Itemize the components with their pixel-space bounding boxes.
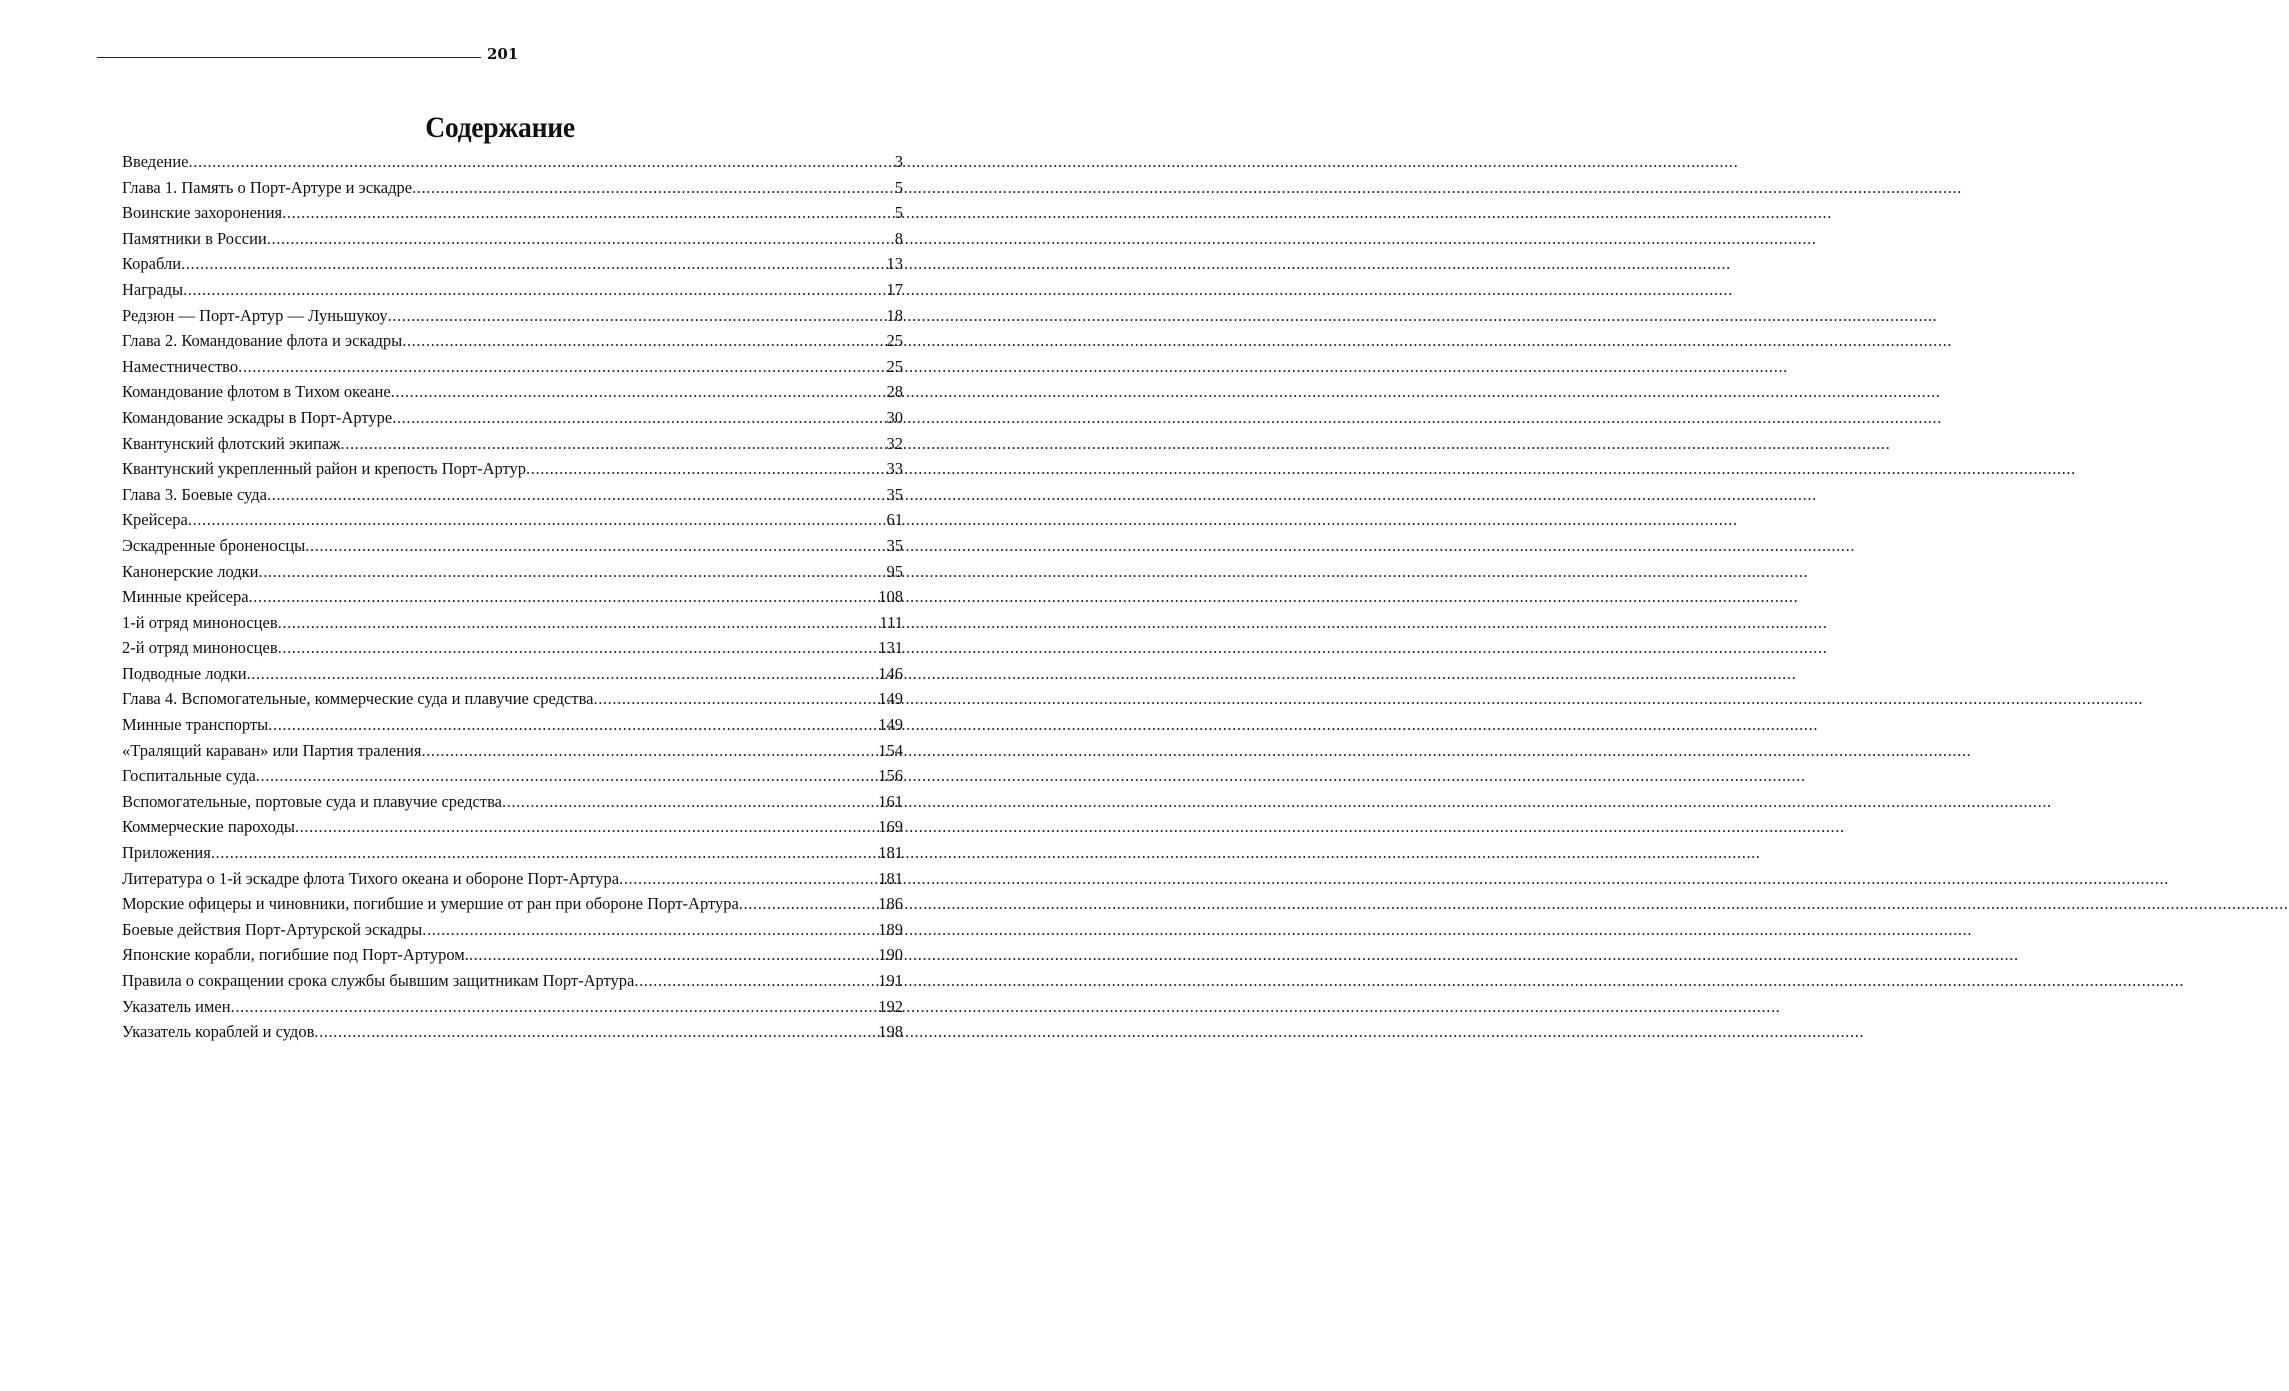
toc-entry-page: 169 bbox=[878, 817, 903, 837]
toc-entry-page: 156 bbox=[878, 766, 903, 786]
dot-leader bbox=[211, 840, 878, 866]
toc-entry-title: 2-й отряд миноносцев bbox=[122, 638, 278, 658]
toc-entry-page: 35 bbox=[886, 535, 903, 555]
toc-entry-page: 181 bbox=[878, 868, 903, 888]
toc-entry-page: 192 bbox=[878, 996, 903, 1016]
toc-entry-page: 95 bbox=[886, 561, 903, 581]
toc-entry bbox=[122, 303, 903, 329]
toc-entry bbox=[122, 840, 903, 866]
toc-entry bbox=[122, 866, 903, 892]
toc-entry-title: Квантунский укрепленный район и крепость Порт-Артур bbox=[122, 459, 527, 479]
toc-entry-title: Воинские захоронения bbox=[122, 203, 283, 223]
dot-leader bbox=[402, 328, 886, 354]
toc-entry bbox=[122, 533, 903, 559]
toc-entry-title: Канонерские лодки bbox=[122, 561, 259, 581]
dot-leader bbox=[267, 226, 895, 252]
toc-entry-page: 146 bbox=[878, 663, 903, 683]
dot-leader bbox=[526, 456, 886, 482]
toc-entry-title: 1-й отряд миноносцев bbox=[122, 612, 278, 632]
toc-entry-title: Редзюн — Порт-Артур — Луньшукоу bbox=[122, 305, 388, 325]
toc-entry bbox=[122, 226, 903, 252]
dot-leader bbox=[421, 738, 878, 764]
toc-entry-title: Памятники в России bbox=[122, 228, 267, 248]
toc-entry-page: 189 bbox=[878, 919, 903, 939]
toc-entry-title: Боевые действия Порт-Артурской эскадры bbox=[122, 919, 423, 939]
toc-entry-title: Указатель кораблей и судов bbox=[122, 1022, 315, 1042]
toc-entry-title: Подводные лодки bbox=[122, 663, 247, 683]
page-title: Содержание bbox=[425, 111, 575, 145]
dot-leader bbox=[238, 354, 886, 380]
toc-entry bbox=[122, 431, 903, 457]
toc-entry-title: Правила о сокращении срока службы бывшим защитникам Порт-Артура bbox=[122, 971, 635, 990]
toc-entry-title: «Тралящий караван» или Партия траления bbox=[122, 740, 422, 760]
dot-leader bbox=[392, 405, 886, 431]
toc-entry-page: 61 bbox=[886, 510, 903, 530]
running-header bbox=[97, 44, 517, 68]
table-of-contents bbox=[122, 149, 903, 1045]
toc-entry-page: 30 bbox=[886, 407, 903, 427]
dot-leader bbox=[422, 917, 878, 943]
toc-entry-title: Командование эскадры в Порт-Артуре bbox=[122, 407, 393, 427]
toc-entry-title: Японские корабли, погибшие под Порт-Артуром. bbox=[122, 945, 469, 965]
toc-entry bbox=[122, 917, 903, 943]
dot-leader bbox=[183, 277, 886, 303]
toc-entry-page: 111 bbox=[879, 612, 903, 632]
toc-entry-title: Корабли bbox=[122, 254, 182, 274]
toc-entry bbox=[122, 149, 903, 175]
toc-entry-title: Коммерческие пароходы bbox=[122, 817, 295, 837]
toc-entry-page: 25 bbox=[886, 356, 903, 376]
toc-entry-title: Минные крейсера bbox=[122, 587, 249, 607]
dot-leader bbox=[412, 175, 895, 201]
dot-leader bbox=[278, 635, 879, 661]
toc-entry-title: Приложения bbox=[122, 843, 211, 863]
dot-leader bbox=[231, 994, 879, 1020]
toc-entry bbox=[122, 456, 903, 482]
toc-entry-title: Введение bbox=[122, 152, 189, 171]
toc-entry-page: 149 bbox=[878, 689, 903, 709]
dot-leader bbox=[256, 763, 878, 789]
toc-entry-page: 154 bbox=[878, 740, 903, 760]
toc-entry bbox=[122, 1019, 903, 1045]
dot-leader bbox=[268, 712, 878, 738]
toc-entry-title: Наместничество bbox=[122, 356, 239, 376]
toc-entry-title: Госпитальные суда bbox=[122, 766, 256, 786]
toc-entry bbox=[122, 891, 903, 917]
page-number: 201 bbox=[487, 45, 519, 63]
dot-leader bbox=[295, 814, 878, 840]
toc-entry-page: 5 bbox=[894, 203, 903, 223]
toc-entry bbox=[122, 968, 903, 994]
dot-leader bbox=[181, 251, 886, 277]
toc-entry-title: Квантунский флотский экипаж bbox=[122, 433, 341, 453]
toc-entry-page: 191 bbox=[878, 971, 903, 990]
toc-entry-title: Глава 3. Боевые суда bbox=[122, 484, 267, 504]
toc-entry bbox=[122, 354, 903, 380]
toc-entry-page: 28 bbox=[886, 382, 903, 402]
toc-entry bbox=[122, 610, 903, 636]
toc-entry-page: 186 bbox=[878, 894, 903, 914]
dot-leader bbox=[188, 507, 887, 533]
dot-leader bbox=[388, 303, 887, 329]
header-rule bbox=[97, 57, 481, 58]
dot-leader bbox=[502, 789, 878, 815]
dot-leader bbox=[391, 379, 887, 405]
toc-entry-page: 32 bbox=[886, 433, 903, 453]
toc-entry bbox=[122, 635, 903, 661]
dot-leader bbox=[267, 482, 887, 508]
dot-leader bbox=[469, 942, 878, 968]
toc-entry-title: Крейсера bbox=[122, 510, 188, 530]
toc-entry bbox=[122, 942, 903, 968]
toc-entry bbox=[122, 277, 903, 303]
toc-entry bbox=[122, 200, 903, 226]
dot-leader bbox=[341, 431, 887, 457]
toc-entry bbox=[122, 251, 903, 277]
toc-entry-title: Литература о 1-й эскадре флота Тихого океана и обороне Порт-Артура bbox=[122, 868, 620, 888]
toc-entry-page: 33 bbox=[886, 459, 903, 479]
toc-entry-page: 181 bbox=[878, 843, 903, 863]
toc-entry-title: Указатель имен bbox=[122, 996, 231, 1016]
toc-entry-title: Морские офицеры и чиновники, погибшие и умершие от ран при обороне Порт-Артура bbox=[122, 894, 739, 914]
toc-entry bbox=[122, 328, 903, 354]
dot-leader bbox=[258, 559, 886, 585]
toc-entry-page: 35 bbox=[886, 484, 903, 504]
toc-entry-page: 25 bbox=[886, 331, 903, 351]
dot-leader bbox=[619, 866, 878, 892]
dot-leader bbox=[282, 200, 895, 226]
toc-entry-page: 198 bbox=[878, 1022, 903, 1042]
toc-entry-title: Командование флотом в Тихом океане bbox=[122, 382, 391, 402]
toc-entry bbox=[122, 738, 903, 764]
toc-entry bbox=[122, 661, 903, 687]
dot-leader bbox=[278, 610, 880, 636]
toc-entry-page: 190 bbox=[878, 945, 903, 965]
toc-entry-title: Глава 1. Память о Порт-Артуре и эскадре bbox=[122, 177, 413, 197]
dot-leader bbox=[247, 661, 879, 687]
toc-entry-page: 17 bbox=[886, 279, 903, 299]
toc-entry bbox=[122, 559, 903, 585]
toc-entry bbox=[122, 584, 903, 610]
toc-entry bbox=[122, 507, 903, 533]
toc-entry bbox=[122, 686, 903, 712]
toc-entry-title: Вспомогательные, портовые суда и плавучие средства bbox=[122, 791, 502, 811]
dot-leader bbox=[739, 891, 878, 917]
book-page bbox=[0, 0, 1000, 1391]
toc-entry-page: 3 bbox=[894, 152, 903, 171]
toc-entry-page: 131 bbox=[878, 638, 903, 658]
toc-entry-title: Глава 4. Вспомогательные, коммерческие суда и плавучие средства bbox=[122, 689, 594, 709]
toc-entry bbox=[122, 405, 903, 431]
toc-entry-page: 108 bbox=[878, 587, 903, 607]
toc-entry bbox=[122, 763, 903, 789]
toc-entry-page: 18 bbox=[886, 305, 903, 325]
toc-entry-title: Минные транспорты bbox=[122, 715, 269, 735]
toc-entry bbox=[122, 789, 903, 815]
toc-entry-title: Глава 2. Командование флота и эскадры bbox=[122, 331, 403, 351]
dot-leader bbox=[634, 968, 878, 994]
toc-entry-page: 5 bbox=[894, 177, 903, 197]
toc-entry bbox=[122, 482, 903, 508]
dot-leader bbox=[593, 686, 878, 712]
toc-entry bbox=[122, 814, 903, 840]
dot-leader bbox=[314, 1019, 878, 1045]
toc-entry-title: Награды bbox=[122, 279, 184, 299]
toc-entry-title: Эскадренные броненосцы bbox=[122, 535, 306, 555]
dot-leader bbox=[249, 584, 879, 610]
toc-entry-page: 149 bbox=[878, 715, 903, 735]
toc-entry-page: 13 bbox=[886, 254, 903, 274]
toc-entry bbox=[122, 175, 903, 201]
toc-entry bbox=[122, 712, 903, 738]
toc-entry-page: 8 bbox=[894, 228, 903, 248]
toc-entry bbox=[122, 379, 903, 405]
toc-entry bbox=[122, 994, 903, 1020]
toc-entry-page: 161 bbox=[878, 791, 903, 811]
dot-leader bbox=[305, 533, 886, 559]
dot-leader bbox=[189, 149, 895, 175]
